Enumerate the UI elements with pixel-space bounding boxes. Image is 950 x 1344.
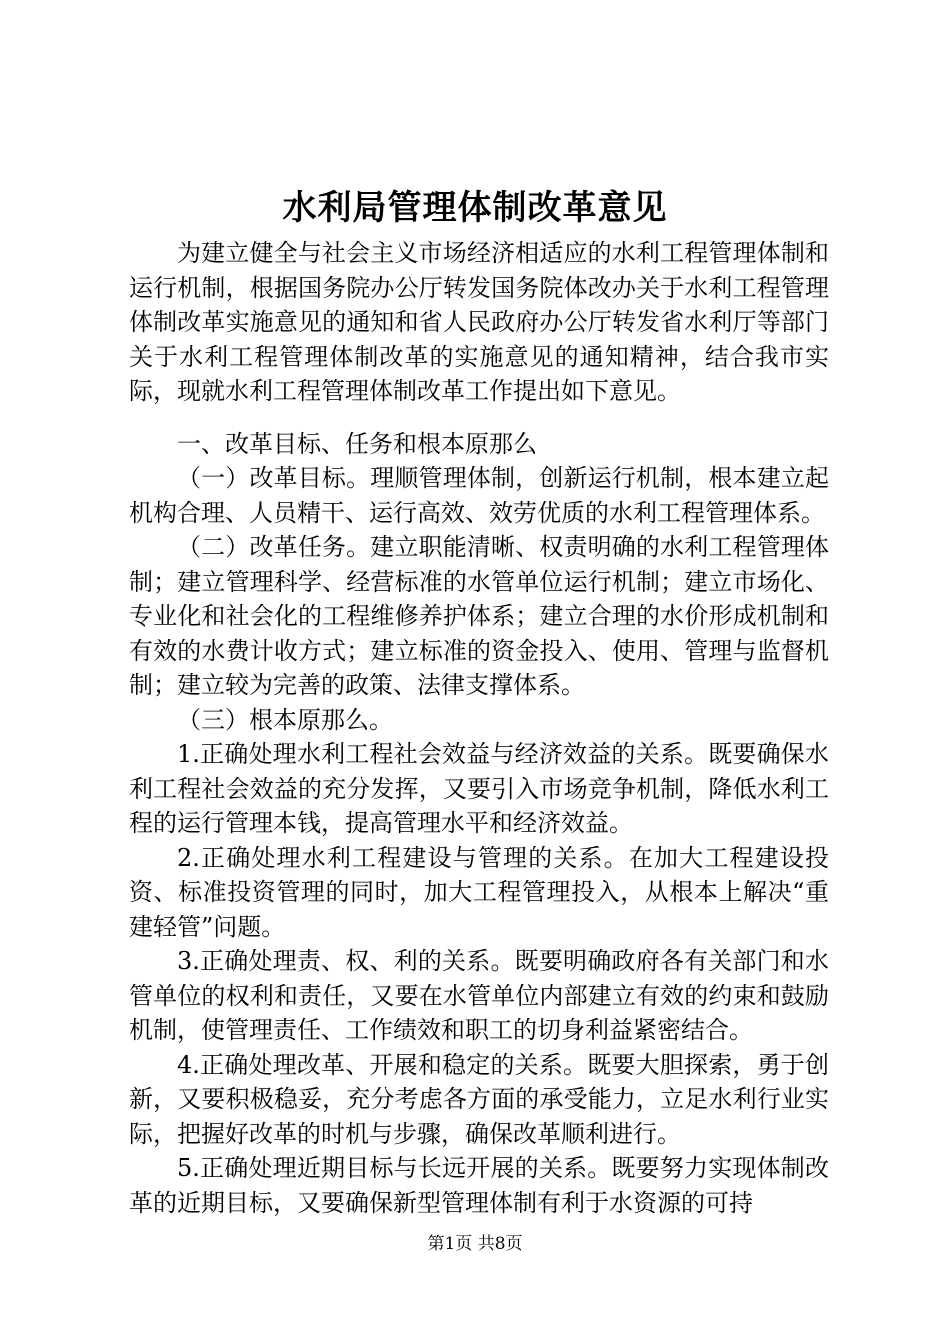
paragraph-basic-principles-heading: （三）根本原那么。 — [177, 705, 393, 734]
intro-paragraph: 为建立健全与社会主义市场经济相适应的水利工程管理体制和运行机制，根据国务院办公厅转发国务院体改办关于水利工程管理体制改革实施意见的通知和省人民政府办公厅转发省水利厅等部门关于水利工程管理体制改革的实施意见的通知精神，结合我市实际，现就水利工程管理体制改革工作提出如下意见。 — [129, 239, 829, 405]
section-heading-1: 一、改革目标、任务和根本原那么 — [177, 429, 537, 458]
document-body — [129, 236, 829, 1220]
principle-item-4: 4.正确处理改革、开展和稳定的关系。既要大胆探索，勇于创新，又要积极稳妥，充分考虑各方面的承受能力，立足水利行业实际，把握好改革的时机与步骤，确保改革顺利进行。 — [129, 1050, 829, 1148]
principle-item-5: 5.正确处理近期目标与长远开展的关系。既要努力实现体制改革的近期目标，又要确保新型管理体制有利于水资源的可持 — [129, 1154, 829, 1217]
principle-item-1: 1.正确处理水利工程社会效益与经济效益的关系。既要确保水利工程社会效益的充分发挥，又要引入市场竞争机制，降低水利工程的运行管理本钱，提高管理水平和经济效益。 — [129, 740, 829, 837]
document-title: 水利局管理体制改革意见 — [282, 188, 668, 228]
paragraph-reform-tasks: （二）改革任务。建立职能清晰、权责明确的水利工程管理体制；建立管理科学、经营标准的水管单位运行机制；建立市场化、专业化和社会化的工程维修养护体系；建立合理的水价形成机制和有效的水费计收方式；建立标准的资金投入、使用、管理与监督机制；建立较为完善的政策、法律支撑体系。 — [129, 533, 829, 699]
principle-item-2: 2.正确处理水利工程建设与管理的关系。在加大工程建设投资、标准投资管理的同时，加大工程管理投入，从根本上解决“重建轻管”问题。 — [129, 843, 829, 941]
page-footer: 第1页 共8页 — [427, 1234, 523, 1254]
paragraph-reform-goal: （一）改革目标。理顺管理体制，创新运行机制，根本建立起机构合理、人员精干、运行高效、效劳优质的水利工程管理体系。 — [129, 464, 829, 527]
principle-item-3: 3.正确处理责、权、利的关系。既要明确政府各有关部门和水管单位的权利和责任，又要在水管单位内部建立有效的约束和鼓励机制，使管理责任、工作绩效和职工的切身利益紧密结合。 — [129, 947, 829, 1044]
